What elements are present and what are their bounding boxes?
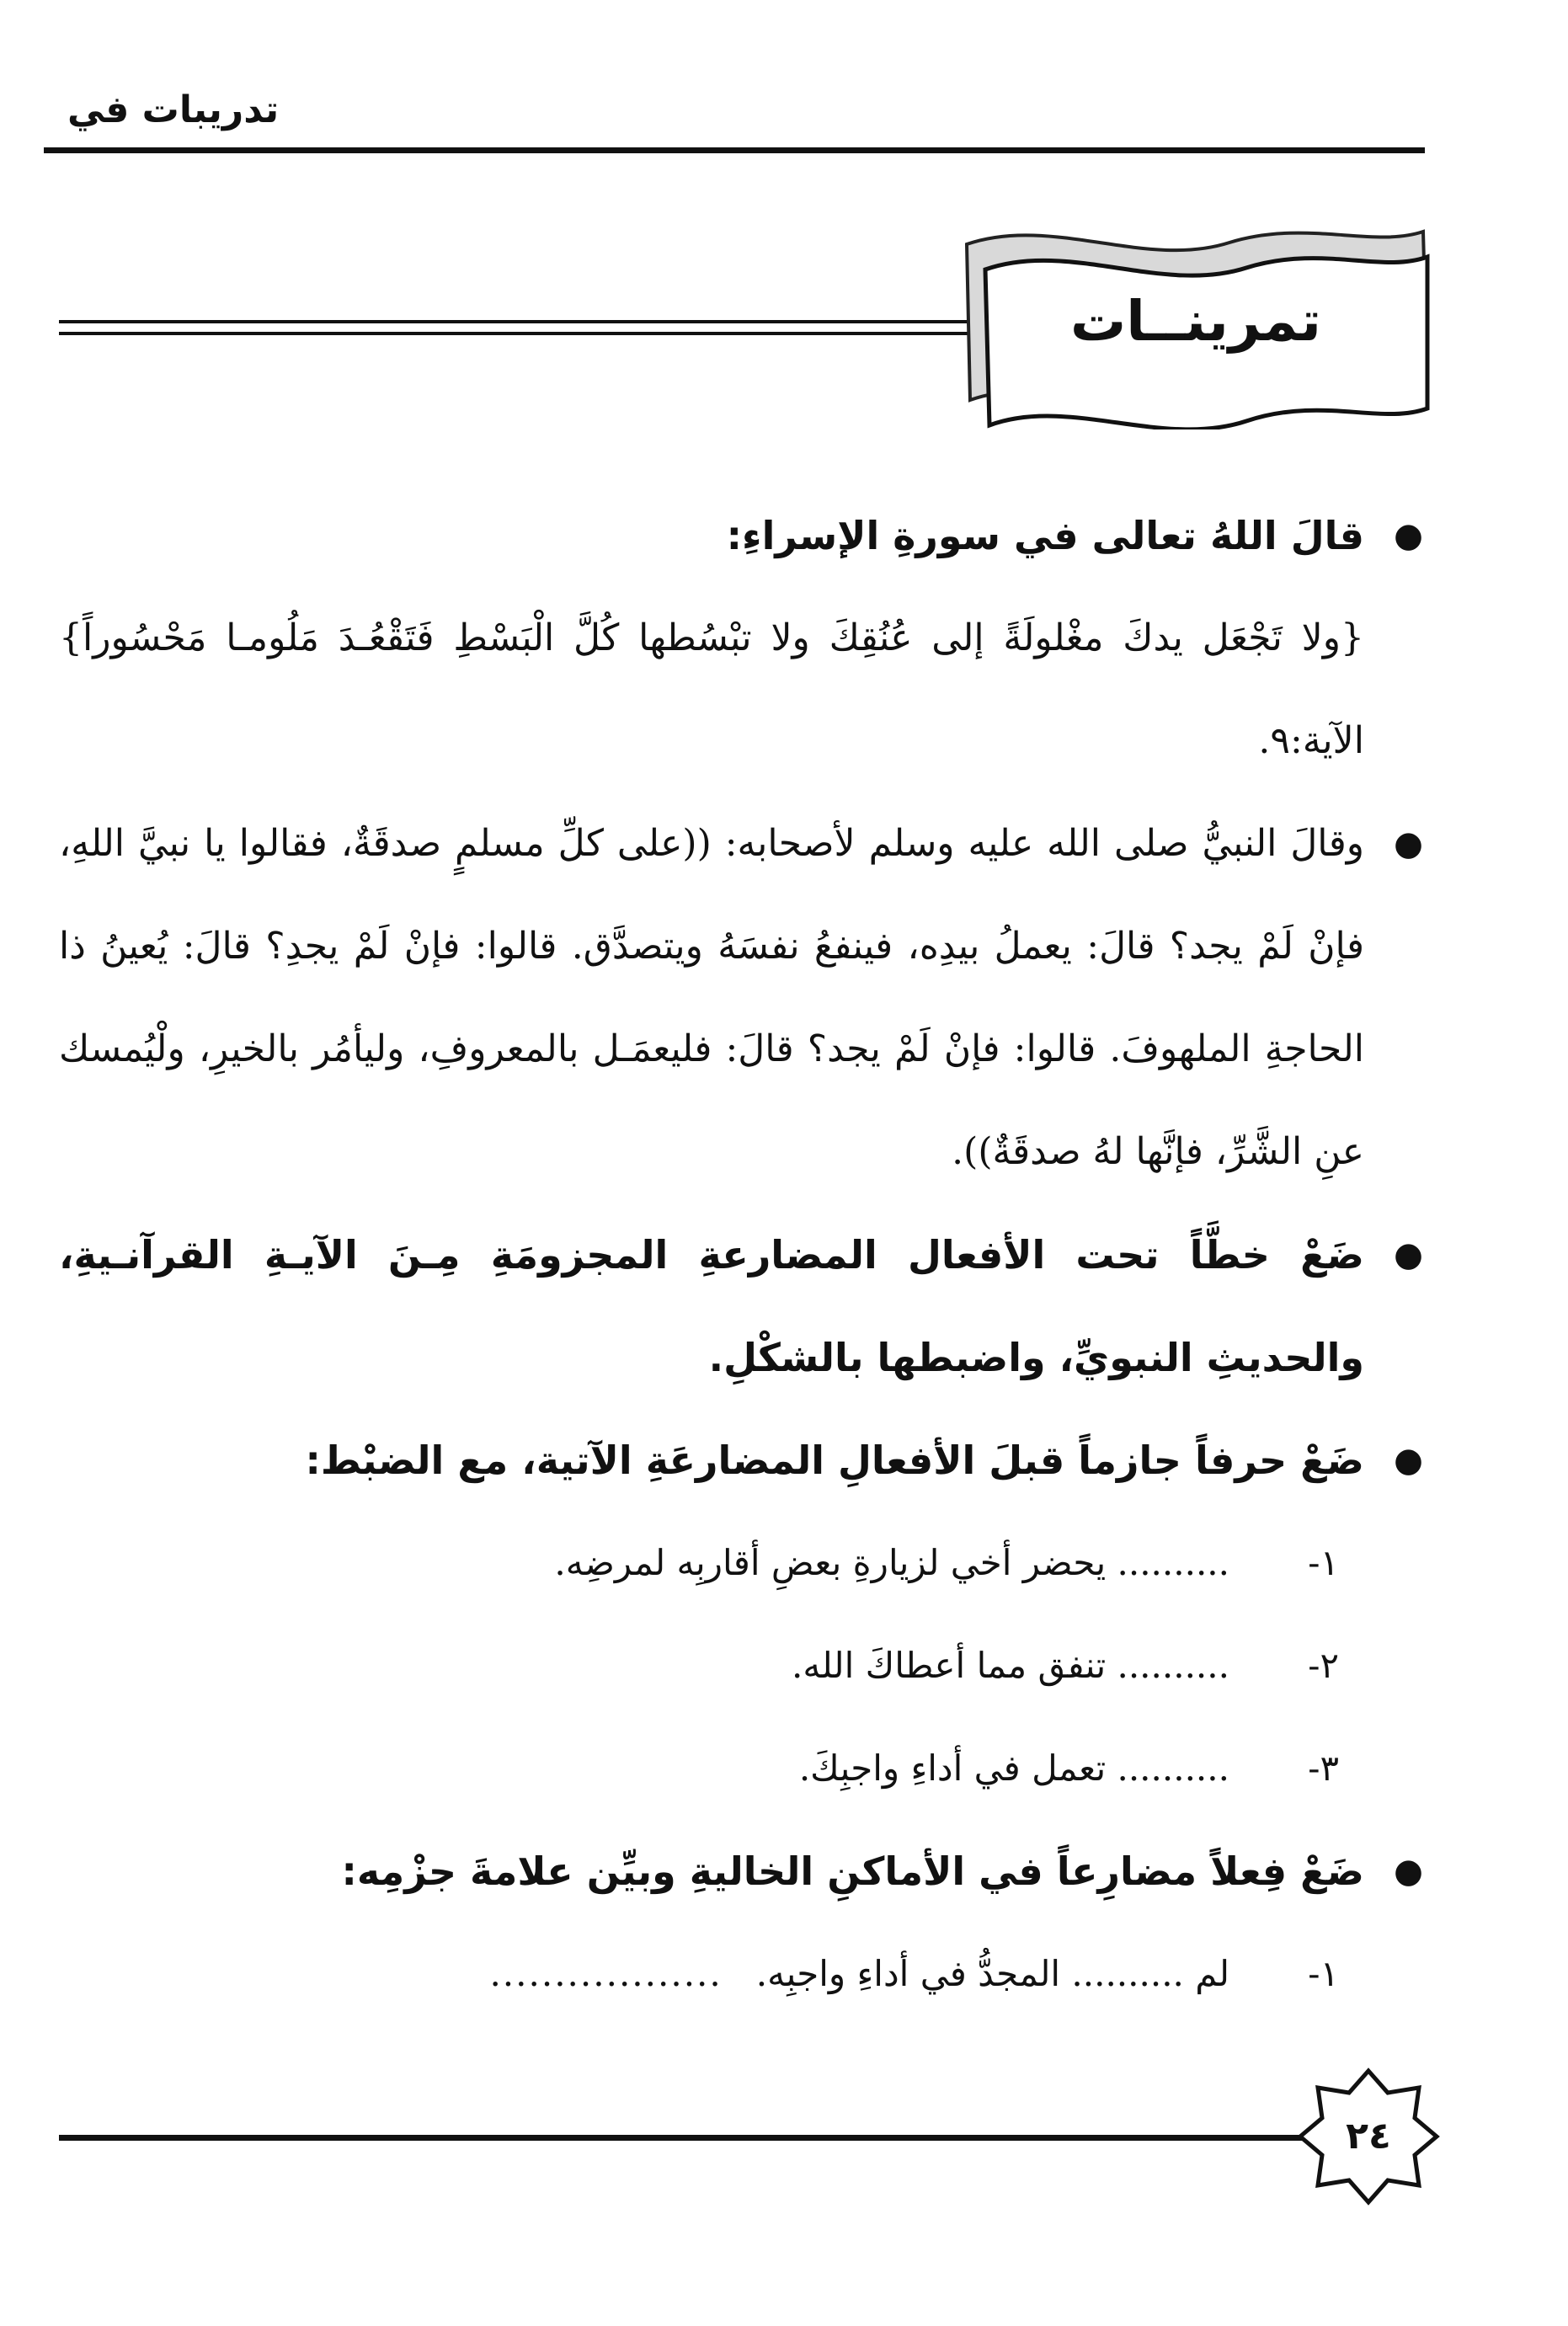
exercises-title: تمرينــات (1069, 289, 1322, 354)
exercise-content (59, 484, 1423, 2025)
item-number: ١- (1308, 1953, 1339, 1994)
header-rule (44, 147, 1425, 153)
section-hadith (59, 792, 1423, 1203)
item-number: ٣- (1308, 1747, 1339, 1789)
bullet-icon: ● (1394, 1441, 1423, 1480)
section-underline-task (59, 1203, 1423, 1409)
page-number-badge (1297, 2067, 1440, 2206)
item-text: .......... يحضر أخي لزيارةِ بعضِ أقاربِه لمرضِه. (554, 1542, 1229, 1583)
list-item[interactable] (59, 1923, 1364, 2025)
section-heading: ضَعْ فِعلاً مضارِعاً في الأماكنِ الخاليةِ وبيِّن علامةَ جزْمِه: (341, 1849, 1364, 1894)
section-quran-verse (59, 484, 1423, 792)
list-item[interactable] (59, 1512, 1364, 1614)
bullet-icon: ● (1394, 516, 1423, 555)
list-item[interactable] (59, 1717, 1364, 1820)
running-header: تدريبات في (67, 88, 280, 131)
quran-verse-text: {ولا تَجْعَل يدكَ مغْلولَةً إلى عُنُقِكَ ولا تبْسُطها كُلَّ الْبَسْطِ فَتَقْعُـدَ مَلُومـا مَحْسُوراً} الآية:٩. (59, 616, 1364, 762)
page-number: ٢٤ (1346, 2115, 1391, 2158)
section-heading: ضَعْ خطَّاً تحت الأفعال المضارعةِ المجزومَةِ مِـنَ الآيـةِ القرآنـيةِ، والحديثِ النبويِّ، واضبطها بالشكْلِ. (59, 1232, 1364, 1380)
bullet-icon: ● (1394, 1235, 1423, 1274)
section-heading: ضَعْ حرفاً جازماً قبلَ الأفعالِ المضارعَةِ الآتية، مع الضبْط: (305, 1438, 1364, 1483)
item-text: .......... تنفق مما أعطاكَ الله. (792, 1645, 1229, 1686)
bullet-icon: ● (1394, 1852, 1423, 1891)
section-heading: قالَ اللهُ تعالى في سورةِ الإسراءِ: (726, 513, 1364, 558)
item-number: ٢- (1308, 1645, 1339, 1686)
title-banner (952, 211, 1440, 429)
item-text: لم .......... المجدُّ في أداءِ واجبِه. (755, 1953, 1229, 1994)
list-item[interactable] (59, 1614, 1364, 1717)
item-number: ١- (1308, 1542, 1339, 1583)
title-double-rule (59, 320, 985, 339)
hadith-text: وقالَ النبيُّ صلى الله عليه وسلم لأصحابه: ((على كلِّ مسلمٍ صدقَةٌ، فقالوا يا نبيَّ اللهِ، فإنْ لَمْ يجد؟ قالَ: يعملُ بيدِه، فينفعُ نفسَهُ ويتصدَّق. قالوا: فإنْ لَمْ يجدِ؟ قالَ: يُعينُ ذا الحاجةِ الملهوفَ. قالوا: فإنْ لَمْ يجد؟ قالَ: فليعمَـل بالمعروفِ، وليأمُر بالخيرِ، ولْيُمسك عنِ الشَّرِّ، فإنَّها لهُ صدقَةٌ)). (59, 822, 1364, 1173)
section-jussive-particle-task (59, 1409, 1423, 1820)
answer-blank[interactable]: .................. (489, 1953, 723, 1994)
item-text: .......... تعمل في أداءِ واجبِكَ. (798, 1747, 1229, 1789)
section-fill-verb-task (59, 1820, 1423, 2025)
bullet-icon: ● (1394, 824, 1423, 863)
footer-rule (59, 2135, 1305, 2141)
